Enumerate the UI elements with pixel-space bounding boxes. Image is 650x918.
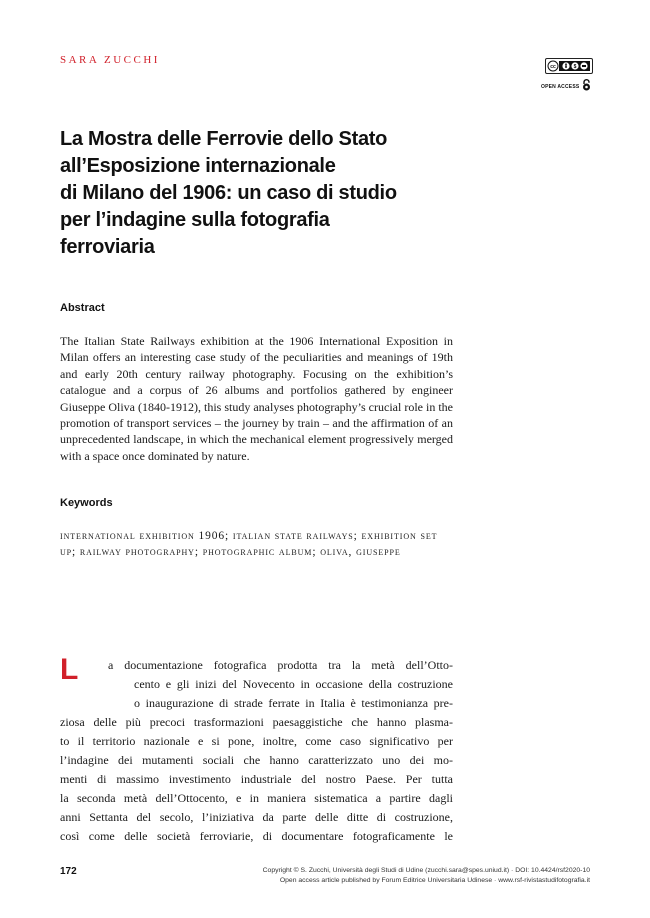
svg-text:$: $	[573, 64, 577, 70]
footer-copyright	[263, 866, 590, 886]
author-name: SARA ZUCCHI	[60, 54, 160, 66]
body-line: così come delle società ferroviarie, di documentare fotograficamente le	[60, 829, 453, 843]
cc-license-icon	[545, 58, 593, 74]
title-line: di Milano del 1906: un caso di studio	[60, 182, 397, 204]
keywords-text: international exhibition 1906; italian state railways; exhibition set up; railway photography; photographic album; oliva, giuseppe	[60, 530, 438, 559]
copyright-line: Copyright © S. Zucchi, Università degli Studi di Udine (zucchi.sara@spes.uniud.it) · DOI: 10.4424/rsf2020-10	[262, 867, 590, 874]
body-line: o inaugurazione di strade ferrate in Italia è testimonianza pre-	[134, 696, 453, 710]
body-line: cento e gli inizi del Novecento in occasione della costruzione	[134, 677, 453, 691]
publisher-line: Open access article published by Forum Editrice Universitaria Udinese · www.rsf-rivistastudifotografia.it	[279, 877, 590, 884]
title-line: ferroviaria	[60, 236, 155, 258]
body-text	[60, 653, 453, 846]
svg-text:cc: cc	[550, 64, 556, 70]
body-line: a documentazione fotografica prodotta tra la metà dell’Otto-	[108, 658, 453, 672]
drop-cap: L	[60, 653, 79, 686]
abstract-heading: Abstract	[60, 302, 105, 314]
article-title	[60, 126, 460, 261]
body-line: la seconda metà dell’Ottocento, e in maniera sistematica a partire dagli	[60, 791, 453, 805]
body-line: menti di massimo investimento industriale del nostro Paese. Per tutta	[60, 772, 453, 786]
open-access-lock-icon	[582, 78, 591, 96]
body-line: ziosa delle più precoci trasformazioni paesaggistiche che hanno plasma-	[60, 715, 453, 729]
title-line: all’Esposizione internazionale	[60, 155, 336, 177]
body-line: l’indagine dei mutamenti sociali che hanno caratterizzato uno dei mo-	[60, 753, 453, 767]
keywords-heading: Keywords	[60, 497, 113, 509]
body-line: to il territorio nazionale e si pone, inoltre, come caso significativo per	[60, 734, 453, 748]
page-number: 172	[60, 866, 77, 877]
title-line: per l’indagine sulla fotografia	[60, 209, 330, 231]
abstract-text: The Italian State Railways exhibition at the 1906 International Exposition in Milan offers an interesting case study of the peculiarities and meanings of 19th and early 20th century railway photography. Focusing on the exhibition’s catalogue and a corpus of 26 albums and portfolios gathered by engineer Giuseppe Oliva (1840-1912), this study analyses photography’s crucial role in the promotion of transport services – the journey by train – and the affirmation of an unprecedented landscape, in which the mechanical element progressively merged with a space once dominated by nature.	[60, 334, 453, 463]
open-access-label: OPEN ACCESS	[541, 84, 580, 90]
title-line: La Mostra delle Ferrovie dello Stato	[60, 128, 388, 150]
open-access-badge	[541, 78, 591, 96]
body-line: anni Settanta del secolo, l’iniziativa da parte delle ditte di costruzione,	[60, 810, 453, 824]
